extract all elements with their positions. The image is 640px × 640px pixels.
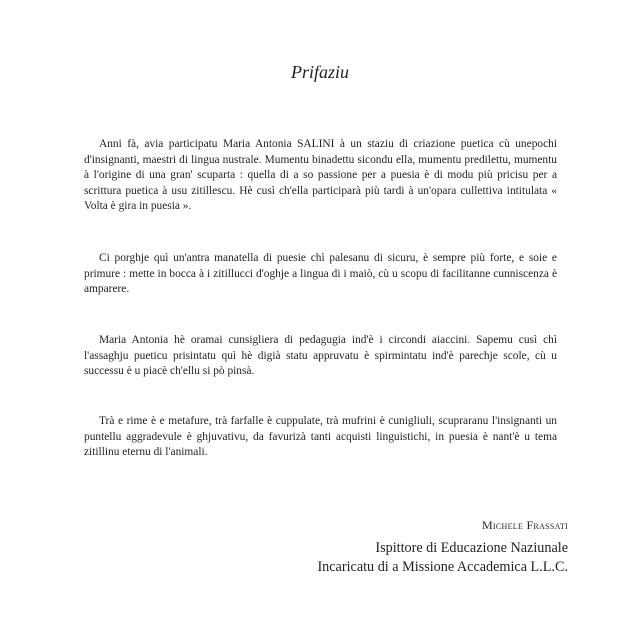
paragraph-1: Anni fà, avia participatu Maria Antonia SALINI à un staziu di criazione puetica cù unepochi d'insignanti, maestri di lingua nustrale. Mumentu binadettu sicondu ella, mumentu predilettu, mumentu à l'origine di una gran' scuparta : quella di a so passione per a puesia è di modu più pricisu per a scrittura puetica à usu zitillescu. Hè cusì ch'ella participarà più tardi à un'opara cullettiva intitulata « Volta è gira in puesia ». [84,138,557,213]
paragraph-3: Maria Antonia hè oramai cunsigliera di pedagugia ind'è i circondi aiaccini. Sapemu cusì chì l'assaghju pueticu prisintatu quì hè digià statu appruvatu è spirmintatu ind'è parechje scole, cù u successu è u piacè ch'ellu si pò pinsà. [84,334,557,378]
signature-role-line-1: Ispittore di Educazione Naziunale [375,540,568,556]
signature-name: Michele Frassati [481,518,568,532]
page-title: Prifaziu [290,62,349,82]
signature-block [317,518,568,577]
paragraph-4: Trà e rime è e metafure, trà farfalle è cuppulate, trà mufrini è cunigliuli, scupraranu l'insignanti un puntellu aggradevule è ghjuvativu, da favurizà tanti acquisti linguistichi, in puesia è nant'è u tema zitillinu eternu di l'animali. [84,415,557,459]
signature-role-line-2: Incaricatu di a Missione Accademica L.L.C. [317,559,568,575]
paragraph-2: Ci porghje quì un'antra manatella di puesie chì palesanu di sicuru, è sempre più forte, e soie e primure : mette in bocca à i zitillucci d'oghje a lingua di i maiò, cù u scopu di facilitanne cunniscenza è amparere. [84,252,557,296]
